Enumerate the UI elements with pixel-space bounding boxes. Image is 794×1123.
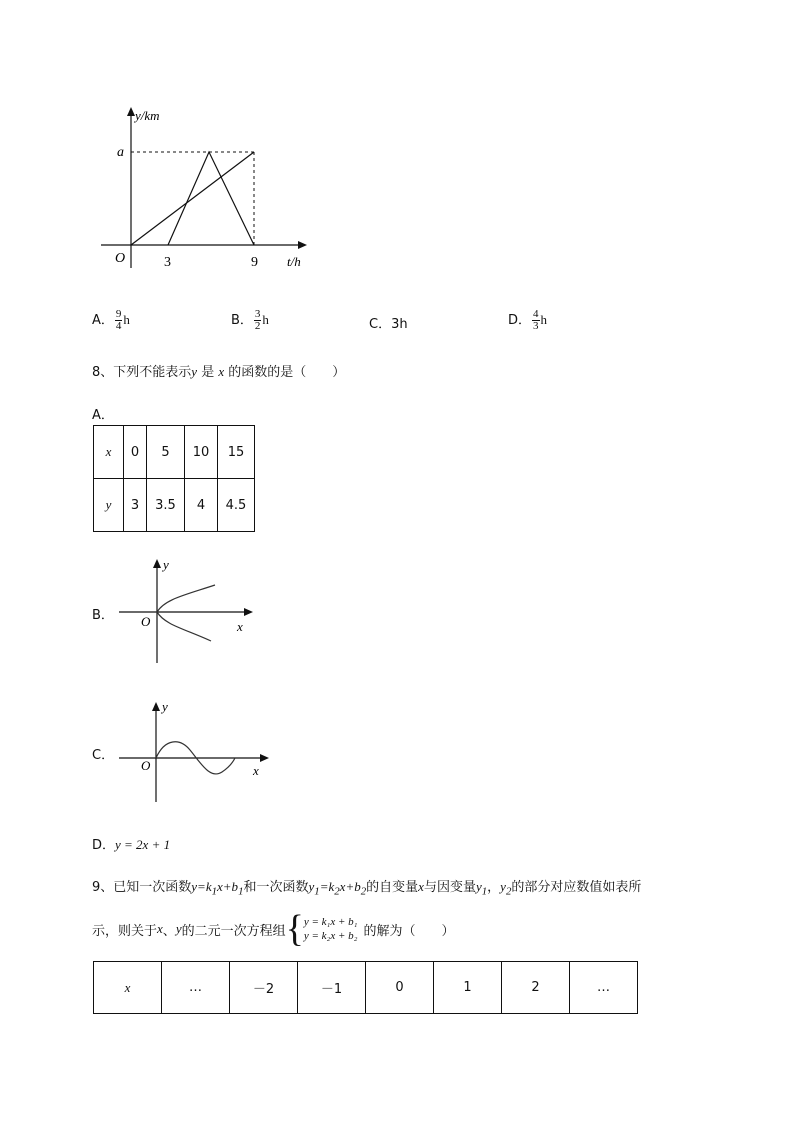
tick-3-label: 3 xyxy=(164,255,171,270)
table-cell: 0 xyxy=(366,962,434,1014)
table-cell: 2 xyxy=(502,962,570,1014)
y-label: y xyxy=(162,699,168,714)
distance-time-graph xyxy=(95,100,315,275)
y-label: y xyxy=(163,557,169,572)
option-letter: D． xyxy=(508,313,532,328)
table-cell: 4 xyxy=(185,479,218,532)
x-axis-arrow xyxy=(244,608,253,616)
x-axis-arrow xyxy=(260,754,269,762)
q7-option-b[interactable]: B． $\frac{3}{2}$ h xyxy=(231,308,269,332)
option-letter: B． xyxy=(231,313,253,328)
q8-option-b-graph xyxy=(115,555,260,667)
table-cell: 0 xyxy=(124,426,147,479)
q8-option-c-graph xyxy=(115,698,275,806)
tick-9-label: 9 xyxy=(251,255,258,270)
q8-option-b-label[interactable]: B． xyxy=(92,608,114,623)
y-axis-label: y/km xyxy=(135,108,160,123)
q7-option-a[interactable]: A． $\frac{9}{4}$ h xyxy=(92,308,130,332)
x-label: x xyxy=(253,763,259,778)
q8-stem: 8、下列不能表示y 是 x 的函数的是（ ） xyxy=(92,364,346,380)
t-axis-label: t/h xyxy=(287,254,301,269)
table-cell: 4.5 xyxy=(218,479,255,532)
table-cell: 10 xyxy=(185,426,218,479)
q9-stem-line2: 示，则关于 x 、 y 的二元一次方程组 { y = k₁x + b₁ y = k₂x + b₂ 的解为（ ） xyxy=(92,908,455,950)
option-letter: C． xyxy=(369,317,392,332)
fraction: $\frac{9}{4}$ xyxy=(115,308,122,332)
fraction: $\frac{3}{2}$ xyxy=(254,308,261,332)
y-axis-arrow xyxy=(153,559,161,568)
table-cell: 3 xyxy=(124,479,147,532)
q8-option-c-label[interactable]: C． xyxy=(92,748,115,763)
sideways-parabola-curve xyxy=(157,585,215,641)
origin-label: O xyxy=(115,251,126,266)
formula: y = 2x + 1 xyxy=(115,837,171,852)
table-cell: … xyxy=(162,962,230,1014)
equation-system: y = k₁x + b₁ y = k₂x + b₂ xyxy=(303,916,358,942)
origin-label: O xyxy=(141,758,151,773)
line-3-peak-9 xyxy=(168,152,254,245)
y-axis-arrow xyxy=(152,702,160,711)
table-cell: 15 xyxy=(218,426,255,479)
system-brace: { xyxy=(285,908,304,950)
y-axis-arrow xyxy=(127,107,135,116)
x-label: x xyxy=(237,619,243,634)
q8-option-a-label[interactable]: A． xyxy=(92,408,114,423)
q9-stem-line1: 9、已知一次函数$y=k_1x+b_1$和一次函数$y_1=k_2x+b_2$的自变量x与因变量$y_1$，$y_2$的部分对应数值如表所 xyxy=(92,879,642,898)
table-cell: y xyxy=(94,479,124,532)
table-cell: x xyxy=(94,962,162,1014)
line-o-to-9a xyxy=(131,152,254,245)
fraction: $\frac{4}{3}$ xyxy=(533,308,539,332)
x-axis-arrow xyxy=(298,241,307,249)
table-cell: … xyxy=(570,962,638,1014)
q9-table xyxy=(93,961,638,1014)
table-cell: 3.5 xyxy=(147,479,185,532)
origin-label: O xyxy=(141,614,151,629)
table-cell: －2 xyxy=(230,962,298,1014)
q8-option-d[interactable] xyxy=(92,834,170,853)
table-cell: －1 xyxy=(298,962,366,1014)
table-cell: 5 xyxy=(147,426,185,479)
option-letter: D． xyxy=(92,838,116,853)
table-cell: x xyxy=(94,426,124,479)
q8-option-a-table xyxy=(93,425,255,532)
q7-option-c[interactable]: C．3h xyxy=(369,317,408,332)
q7-option-d[interactable]: D． $\frac{4}{3}$ h xyxy=(508,308,548,332)
option-letter: A． xyxy=(92,313,114,328)
a-label: a xyxy=(117,145,124,160)
table-cell: 1 xyxy=(434,962,502,1014)
